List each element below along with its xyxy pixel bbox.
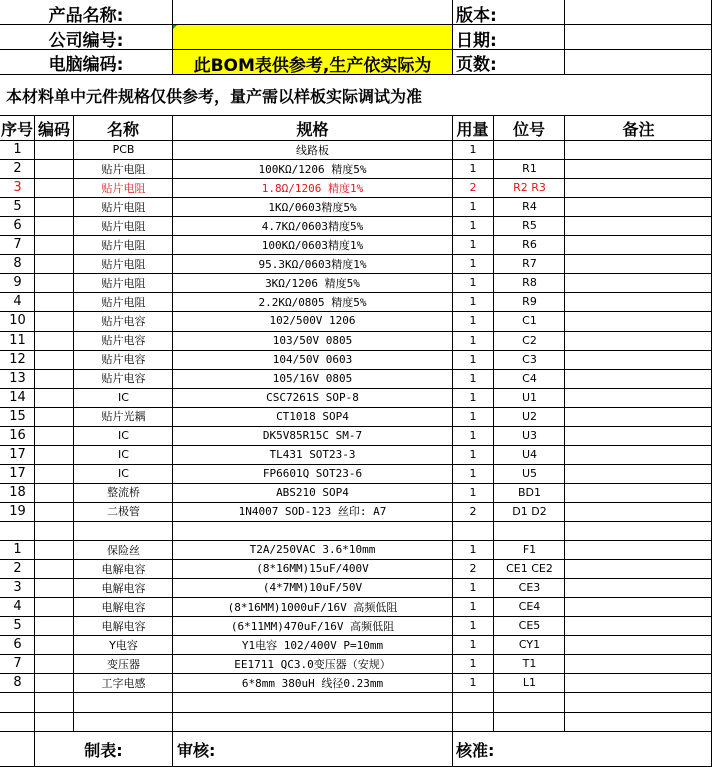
h-rule	[0, 692, 712, 693]
v-rule	[172, 731, 173, 767]
h-rule	[0, 254, 712, 255]
cell-name: 整流桥	[107, 486, 140, 500]
cell-seq: 7	[13, 656, 22, 672]
h-rule	[0, 635, 712, 636]
cell-pos	[494, 692, 565, 711]
cell-name: 贴片电容	[101, 372, 146, 386]
cell-qty: 1	[469, 162, 477, 176]
date-label: 日期:	[456, 30, 497, 49]
cell-name: 贴片电阻	[101, 162, 146, 176]
cell-name: 电解电容	[101, 581, 146, 595]
col-header-pos: 位号	[512, 119, 545, 139]
cell-spec: 103/50V 0805	[272, 333, 353, 347]
cell-pos: C1	[522, 314, 537, 328]
cell-seq: 5	[13, 618, 22, 634]
cell-pos	[494, 521, 565, 540]
cell-name: IC	[118, 428, 129, 442]
v-rule	[452, 0, 453, 74]
cell-spec: 线路板	[296, 143, 329, 157]
cell-pos: C2	[522, 333, 537, 347]
cell-seq: 15	[9, 408, 26, 424]
cell-name: IC	[118, 466, 129, 480]
cell-seq: 11	[9, 332, 26, 348]
cell-pos: U4	[521, 447, 538, 461]
h-rule	[0, 654, 712, 655]
v-rule	[172, 115, 173, 731]
cell-spec: 2.2KΩ/0805 精度5%	[258, 295, 367, 309]
cell-seq: 10	[9, 313, 26, 329]
cell-spec: CT1018 SOP4	[276, 409, 349, 423]
cell-qty: 1	[469, 466, 477, 480]
cell-qty: 2	[469, 181, 477, 195]
cell-spec: TL431 SOT23-3	[269, 447, 356, 461]
v-rule	[73, 115, 74, 731]
cell-seq: 18	[9, 484, 26, 500]
v-rule	[564, 0, 565, 74]
h-rule	[0, 178, 712, 179]
cell-spec: (6*11MM)470uF/16V 高频低阻	[230, 619, 395, 633]
cell-spec: CSC7261S SOP-8	[266, 390, 359, 404]
cell-seq: 12	[9, 351, 26, 367]
cell-spec: 102/500V 1206	[269, 314, 356, 328]
cell-seq: 6	[13, 218, 22, 234]
spec-disclaimer: 本材料单中元件规格仅供参考，量产需以样板实际调试为准	[6, 86, 423, 106]
cell-pos: R6	[522, 238, 537, 252]
cell-pos: R9	[522, 295, 537, 309]
reviewed-by-label: 审核:	[177, 740, 216, 760]
h-rule	[0, 731, 712, 732]
h-rule	[0, 292, 712, 293]
h-rule	[0, 159, 712, 160]
cell-pos: R7	[522, 257, 537, 271]
h-rule	[0, 49, 712, 50]
cell-pos: BD1	[517, 485, 541, 499]
cell-pos: CE4	[518, 600, 541, 614]
cell-spec: ABS210 SOP4	[276, 485, 349, 499]
cell-seq: 3	[13, 580, 22, 596]
h-rule	[0, 407, 712, 408]
h-rule	[0, 483, 712, 484]
cell-pos: U1	[521, 390, 538, 404]
v-rule	[493, 115, 494, 731]
cell-pos: CY1	[518, 638, 541, 652]
col-header-seq: 序号	[0, 119, 33, 139]
h-rule	[0, 712, 712, 713]
cell-spec	[173, 712, 452, 731]
cell-name	[74, 712, 173, 731]
h-rule	[0, 235, 712, 236]
cell-spec: 104/50V 0603	[272, 352, 353, 366]
h-rule	[0, 24, 712, 25]
cell-name: PCB	[112, 143, 135, 157]
h-rule	[0, 331, 712, 332]
cell-spec: EE1711 QC3.0变压器（安规）	[234, 657, 391, 671]
h-rule	[0, 559, 712, 560]
cell-qty: 1	[469, 257, 477, 271]
cell-qty: 1	[469, 485, 477, 499]
h-rule	[0, 197, 712, 198]
cell-pos	[494, 140, 565, 159]
cell-name: 贴片电阻	[101, 238, 146, 252]
cell-name: 贴片电阻	[101, 181, 146, 195]
cell-name: 保险丝	[107, 543, 140, 557]
h-rule	[0, 521, 712, 522]
cell-qty: 1	[469, 619, 477, 633]
cell-name: IC	[118, 390, 129, 404]
cell-pos: D1 D2	[512, 504, 547, 518]
cell-name: 电解电容	[101, 562, 146, 576]
cell-qty: 1	[469, 143, 477, 157]
cell-name: 二极管	[107, 505, 140, 519]
cell-seq: 17	[9, 446, 26, 462]
v-rule	[452, 731, 453, 767]
cell-spec	[173, 521, 452, 540]
cell-seq: 19	[9, 503, 26, 519]
cell-name: Y电容	[109, 638, 138, 652]
made-by-label: 制表:	[84, 740, 123, 760]
col-header-name: 名称	[106, 119, 139, 139]
cell-qty: 1	[469, 200, 477, 214]
cell-qty: 1	[469, 600, 477, 614]
cell-qty: 1	[469, 295, 477, 309]
h-rule	[0, 115, 712, 116]
cell-seq	[0, 521, 35, 540]
cell-seq: 1	[13, 142, 22, 158]
cell-qty: 2	[469, 504, 477, 518]
cell-qty: 1	[469, 314, 477, 328]
cell-spec: 95.3KΩ/0603精度1%	[258, 257, 367, 271]
cell-seq: 6	[13, 637, 22, 653]
cell-name: 贴片电阻	[101, 219, 146, 233]
cell-spec: T2A/250VAC 3.6*10mm	[249, 543, 376, 557]
h-rule	[0, 273, 712, 274]
cell-name	[74, 521, 173, 540]
cell-qty: 1	[469, 390, 477, 404]
cell-pos: C3	[522, 352, 537, 366]
v-rule	[452, 115, 453, 731]
cell-qty: 1	[469, 371, 477, 385]
cell-pos: U5	[521, 466, 538, 480]
cell-spec: 105/16V 0805	[272, 371, 353, 385]
cell-seq: 3	[13, 180, 22, 196]
cell-qty: 1	[469, 581, 477, 595]
cell-pos	[494, 712, 565, 731]
cell-spec: (4*7MM)10uF/50V	[262, 581, 363, 595]
company-code-label: 公司编号:	[48, 30, 124, 49]
v-rule	[34, 731, 35, 767]
cell-qty: 1	[469, 543, 477, 557]
h-rule	[0, 311, 712, 312]
col-header-qty: 用量	[456, 119, 489, 139]
pages-label: 页数:	[456, 54, 497, 74]
cell-pos: CE1 CE2	[506, 562, 553, 576]
cell-spec: 6*8mm 380uH 线径0.23mm	[241, 676, 384, 690]
cell-seq: 1	[13, 542, 22, 558]
cell-seq: 4	[13, 599, 22, 615]
cell-name: 贴片电阻	[101, 200, 146, 214]
cell-pos: CE3	[518, 581, 541, 595]
cell-spec: Y1电容 102/400V P=10mm	[241, 638, 384, 652]
cell-spec	[173, 692, 452, 711]
h-rule	[0, 216, 712, 217]
cell-spec: (8*16MM)1000uF/16V 高频低阻	[227, 600, 398, 614]
cell-spec: FP6601Q SOT23-6	[262, 466, 363, 480]
cell-name: IC	[118, 447, 129, 461]
h-rule	[0, 350, 712, 351]
col-header-code: 编码	[37, 119, 70, 139]
cell-name: 贴片电容	[101, 353, 146, 367]
cell-qty: 1	[469, 333, 477, 347]
cell-qty: 1	[469, 657, 477, 671]
cell-qty: 1	[469, 238, 477, 252]
cell-seq: 5	[13, 199, 22, 215]
h-rule	[0, 464, 712, 465]
cell-seq: 7	[13, 237, 22, 253]
h-rule	[0, 426, 712, 427]
cell-spec: 1.8Ω/1206 精度1%	[261, 181, 364, 195]
cell-pos: R1	[522, 162, 537, 176]
h-rule	[0, 74, 712, 75]
cell-spec: (8*16MM)15uF/400V	[256, 562, 369, 576]
cell-spec: 100KΩ/0603精度1%	[261, 238, 364, 252]
cell-name: 贴片光耦	[101, 410, 146, 424]
cell-seq: 2	[13, 561, 22, 577]
h-rule	[0, 540, 712, 541]
cell-name	[74, 692, 173, 711]
h-rule	[0, 140, 712, 141]
cell-seq: 9	[13, 275, 22, 291]
cell-seq: 17	[9, 465, 26, 481]
cell-qty	[452, 712, 494, 731]
cell-qty: 1	[469, 447, 477, 461]
cell-name: 变压器	[107, 657, 140, 671]
cell-seq: 4	[13, 294, 22, 310]
cell-name: 贴片电阻	[101, 295, 146, 309]
cell-pos: R4	[522, 200, 537, 214]
cell-name: 电解电容	[101, 600, 146, 614]
product-name-label: 产品名称:	[48, 6, 124, 24]
cell-pos: U2	[521, 409, 538, 423]
cell-qty: 1	[469, 409, 477, 423]
cell-name: 电解电容	[101, 619, 146, 633]
cell-pos: R2 R3	[513, 181, 546, 195]
cell-pos: F1	[522, 543, 537, 557]
cell-seq: 2	[13, 161, 22, 177]
col-header-note: 备注	[622, 119, 655, 139]
h-rule	[0, 388, 712, 389]
cell-qty: 1	[469, 638, 477, 652]
reference-notice: 此BOM表供参考,生产依实际为	[193, 55, 432, 74]
cell-qty: 1	[469, 352, 477, 366]
h-rule	[0, 578, 712, 579]
cell-seq	[0, 692, 35, 711]
h-rule	[0, 445, 712, 446]
cell-qty: 1	[469, 428, 477, 442]
cell-spec: 1KΩ/0603精度5%	[268, 200, 357, 214]
cell-name: 贴片电阻	[101, 276, 146, 290]
cell-seq: 8	[13, 675, 22, 691]
cell-seq: 14	[9, 389, 26, 405]
cell-spec: 100KΩ/1206 精度5%	[258, 162, 367, 176]
cell-pos: U3	[521, 428, 538, 442]
cell-spec: 1N4007 SOD-123 丝印: A7	[238, 505, 387, 519]
cell-pos: T1	[522, 657, 537, 671]
cell-name: 工字电感	[101, 676, 146, 690]
col-header-spec: 规格	[296, 119, 329, 139]
v-rule	[172, 0, 173, 74]
version-label: 版本:	[456, 6, 497, 24]
v-rule	[564, 115, 565, 731]
cell-name: 贴片电阻	[101, 257, 146, 271]
v-rule	[34, 115, 35, 731]
cell-seq	[0, 712, 35, 731]
cell-pos: R5	[522, 219, 537, 233]
cell-qty: 1	[469, 276, 477, 290]
cell-spec: 4.7KΩ/0603精度5%	[261, 219, 364, 233]
cell-qty: 2	[469, 562, 477, 576]
cell-seq: 16	[9, 427, 26, 443]
cell-qty	[452, 692, 494, 711]
cell-pos: R8	[522, 276, 537, 290]
h-rule	[0, 616, 712, 617]
cell-seq: 8	[13, 256, 22, 272]
h-rule	[0, 502, 712, 503]
cell-spec: 3KΩ/1206 精度5%	[265, 276, 360, 290]
cell-qty: 1	[469, 219, 477, 233]
h-rule	[0, 369, 712, 370]
pc-code-label: 电脑编码:	[48, 54, 124, 74]
cell-qty	[452, 521, 494, 540]
cell-name: 贴片电容	[101, 314, 146, 328]
cell-name: 贴片电容	[101, 334, 146, 348]
h-rule	[0, 597, 712, 598]
cell-pos: C4	[522, 371, 537, 385]
cell-pos: CE5	[518, 619, 541, 633]
approved-by-label: 核准:	[456, 740, 495, 760]
cell-qty: 1	[469, 676, 477, 690]
cell-spec: DK5V85R15C SM-7	[262, 428, 363, 442]
h-rule	[0, 673, 712, 674]
cell-seq: 13	[9, 370, 26, 386]
cell-pos: L1	[522, 676, 537, 690]
